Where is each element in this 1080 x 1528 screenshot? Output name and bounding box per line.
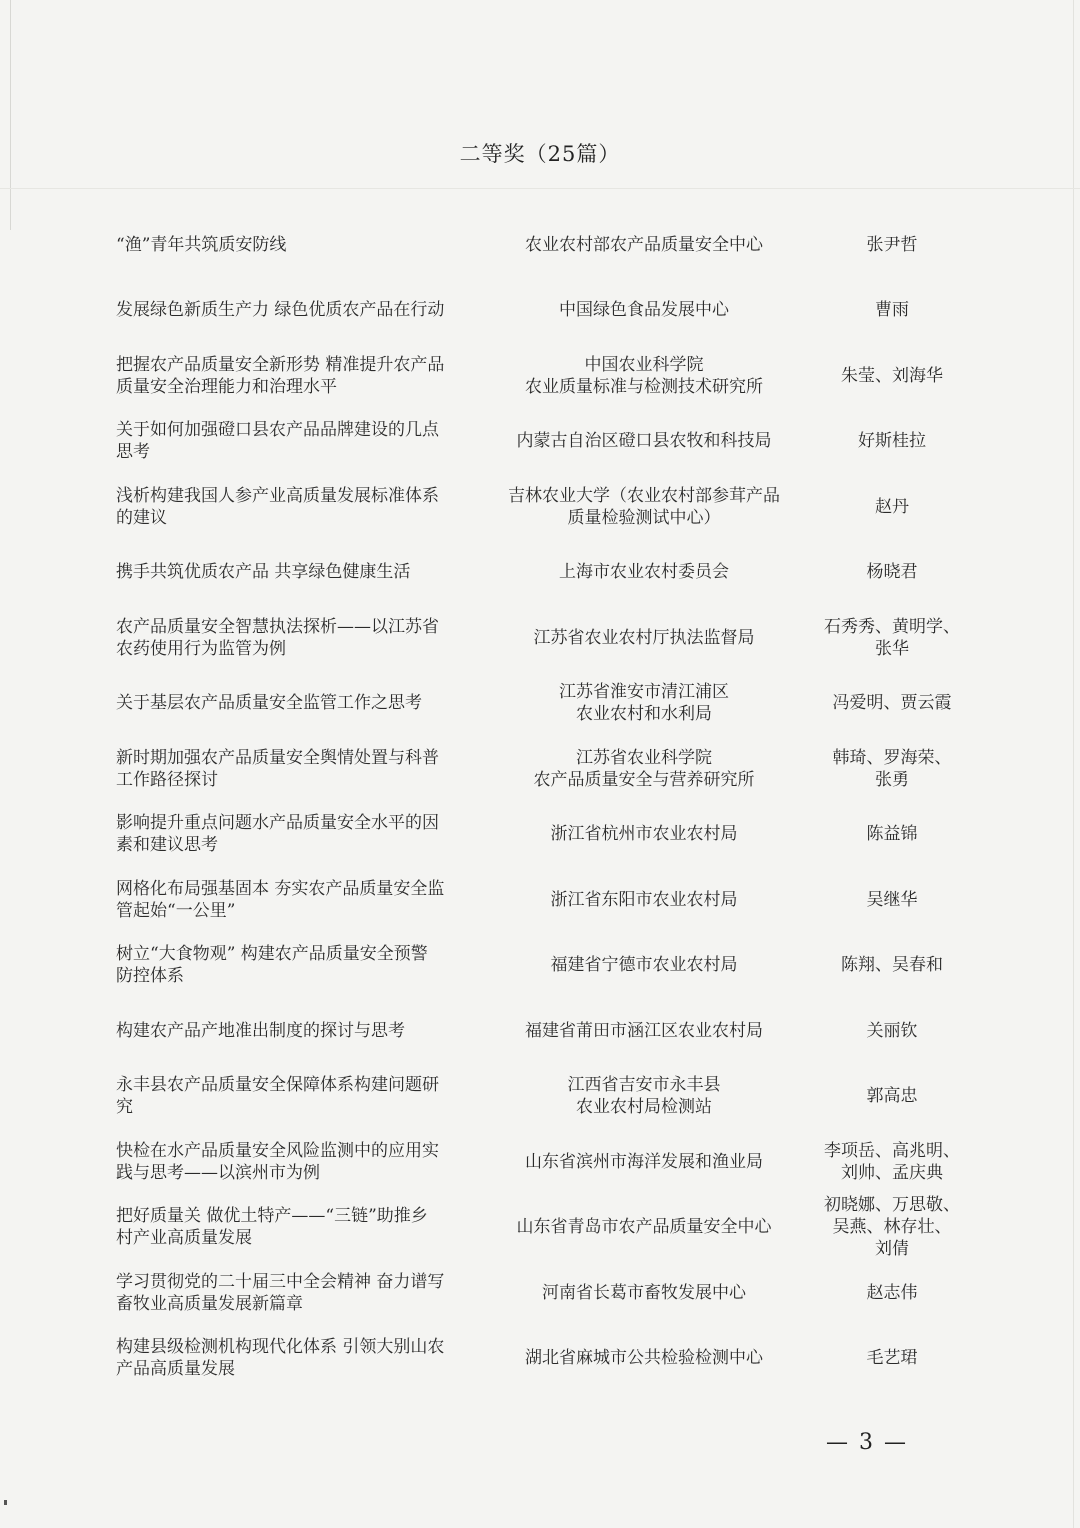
- table-row: [0, 671, 1080, 737]
- paper-title-cell: [116, 1064, 488, 1130]
- paper-title-cell: [116, 212, 488, 278]
- table-row: [0, 998, 1080, 1064]
- organization: 浙江省东阳市农业农村局: [550, 889, 738, 910]
- table-row: [0, 343, 1080, 409]
- author-names: 李项岳、高兆明、 刘帅、孟庆典: [824, 1140, 960, 1183]
- table-row: [0, 409, 1080, 475]
- paper-title: 把好质量关 做优土特产——“三链”助推乡 村产业高质量发展: [116, 1206, 428, 1249]
- organization: 浙江省杭州市农业农村局: [550, 824, 738, 845]
- author-names: 张尹哲: [866, 234, 918, 255]
- table-row: [0, 474, 1080, 540]
- author-names: 朱莹、刘海华: [841, 365, 943, 386]
- author-names: 赵志伟: [866, 1282, 918, 1303]
- paper-title-cell: [116, 1326, 488, 1392]
- author-names-cell: [808, 1326, 976, 1392]
- paper-title-cell: [116, 998, 488, 1064]
- organization: 山东省滨州市海洋发展和渔业局: [525, 1151, 763, 1172]
- paper-title-cell: [116, 736, 488, 802]
- paper-title-cell: [116, 671, 488, 737]
- organization: 江西省吉安市永丰县 农业农村局检测站: [567, 1075, 721, 1118]
- organization: 中国绿色食品发展中心: [559, 300, 729, 321]
- author-names: 关丽钦: [866, 1020, 918, 1041]
- organization: 湖北省麻城市公共检验检测中心: [525, 1348, 763, 1369]
- table-row: [0, 802, 1080, 868]
- author-names-cell: [808, 343, 976, 409]
- author-names: 韩琦、罗海荣、 张勇: [832, 747, 952, 790]
- organization: 中国农业科学院 农业质量标准与检测技术研究所: [525, 354, 763, 397]
- table-row: [0, 540, 1080, 606]
- organization-cell: [494, 605, 794, 671]
- organization-cell: [494, 671, 794, 737]
- table-row: [0, 1064, 1080, 1130]
- paper-title: 学习贯彻党的二十届三中全会精神 奋力谱写 畜牧业高质量发展新篇章: [116, 1271, 445, 1314]
- paper-title: 农产品质量安全智慧执法探析——以江苏省 农药使用行为监管为例: [116, 616, 439, 659]
- organization-cell: [494, 212, 794, 278]
- paper-title: 网格化布局强基固本 夯实农产品质量安全监 管起始“一公里”: [116, 878, 445, 921]
- author-names-cell: [808, 1064, 976, 1130]
- author-names-cell: [808, 1195, 976, 1261]
- paper-title: 发展绿色新质生产力 绿色优质农产品在行动: [116, 300, 445, 321]
- organization-cell: [494, 1129, 794, 1195]
- author-names: 冯爱明、贾云霞: [832, 693, 952, 714]
- author-names-cell: [808, 474, 976, 540]
- author-names-cell: [808, 933, 976, 999]
- table-row: [0, 736, 1080, 802]
- organization-cell: [494, 474, 794, 540]
- author-names-cell: [808, 867, 976, 933]
- organization-cell: [494, 1064, 794, 1130]
- author-names-cell: [808, 671, 976, 737]
- paper-title-cell: [116, 867, 488, 933]
- organization-cell: [494, 802, 794, 868]
- paper-title: 影响提升重点问题水产品质量安全水平的因 素和建议思考: [116, 813, 439, 856]
- organization-cell: [494, 1195, 794, 1261]
- paper-title: 把握农产品质量安全新形势 精准提升农产品 质量安全治理能力和治理水平: [116, 354, 445, 397]
- author-names-cell: [808, 736, 976, 802]
- organization: 江苏省农业科学院 农产品质量安全与营养研究所: [533, 747, 755, 790]
- paper-title: 关于如何加强磴口县农产品品牌建设的几点 思考: [116, 420, 439, 463]
- organization: 山东省青岛市农产品质量安全中心: [516, 1217, 772, 1238]
- organization-cell: [494, 540, 794, 606]
- author-names-cell: [808, 278, 976, 344]
- paper-title-cell: [116, 1195, 488, 1261]
- author-names-cell: [808, 605, 976, 671]
- organization: 农业农村部农产品质量安全中心: [525, 234, 763, 255]
- author-names-cell: [808, 1129, 976, 1195]
- table-row: [0, 867, 1080, 933]
- author-names: 曹雨: [875, 300, 909, 321]
- author-names: 初晓娜、万思敬、 吴燕、林存壮、 刘倩: [824, 1195, 960, 1260]
- organization-cell: [494, 736, 794, 802]
- award-table: [0, 212, 1080, 1391]
- paper-title: 携手共筑优质农产品 共享绿色健康生活: [116, 562, 411, 583]
- organization: 内蒙古自治区磴口县农牧和科技局: [516, 431, 772, 452]
- author-names: 陈翔、吴春和: [841, 955, 943, 976]
- table-row: [0, 1326, 1080, 1392]
- author-names: 好斯桂拉: [858, 431, 926, 452]
- author-names-cell: [808, 212, 976, 278]
- table-row: [0, 1129, 1080, 1195]
- author-names-cell: [808, 1260, 976, 1326]
- organization-cell: [494, 409, 794, 475]
- organization-cell: [494, 998, 794, 1064]
- table-row: [0, 278, 1080, 344]
- author-names: 吴继华: [866, 889, 918, 910]
- author-names: 毛艺珺: [866, 1348, 918, 1369]
- author-names-cell: [808, 802, 976, 868]
- organization-cell: [494, 933, 794, 999]
- paper-title: 浅析构建我国人参产业高质量发展标准体系 的建议: [116, 485, 439, 528]
- organization-cell: [494, 343, 794, 409]
- page-number: — 3 —: [826, 1430, 908, 1455]
- author-names-cell: [808, 998, 976, 1064]
- paper-title-cell: [116, 1129, 488, 1195]
- table-row: [0, 605, 1080, 671]
- table-row: [0, 933, 1080, 999]
- paper-title: 新时期加强农产品质量安全舆情处置与科普 工作路径探讨: [116, 747, 439, 790]
- table-row: [0, 1195, 1080, 1261]
- paper-title: “渔”青年共筑质安防线: [116, 234, 287, 255]
- organization: 上海市农业农村委员会: [559, 562, 729, 583]
- organization: 江苏省农业农村厅执法监督局: [533, 627, 755, 648]
- author-names: 陈益锦: [866, 824, 918, 845]
- paper-title: 树立“大食物观” 构建农产品质量安全预警 防控体系: [116, 944, 428, 987]
- author-names: 郭高忠: [866, 1086, 918, 1107]
- organization: 河南省长葛市畜牧发展中心: [542, 1282, 746, 1303]
- organization-cell: [494, 278, 794, 344]
- scan-mark: [4, 1500, 7, 1505]
- paper-title-cell: [116, 802, 488, 868]
- organization: 吉林农业大学（农业农村部参茸产品 质量检验测试中心）: [508, 485, 780, 528]
- paper-title: 永丰县农产品质量安全保障体系构建问题研 究: [116, 1075, 439, 1118]
- table-row: [0, 1260, 1080, 1326]
- paper-title-cell: [116, 278, 488, 344]
- organization: 江苏省淮安市清江浦区 农业农村和水利局: [559, 682, 729, 725]
- paper-title: 构建农产品产地准出制度的探讨与思考: [116, 1020, 405, 1041]
- organization-cell: [494, 1260, 794, 1326]
- author-names: 赵丹: [875, 496, 909, 517]
- paper-title-cell: [116, 343, 488, 409]
- paper-title-cell: [116, 605, 488, 671]
- scan-fold-line: [0, 188, 1080, 189]
- paper-title: 构建县级检测机构现代化体系 引领大别山农 产品高质量发展: [116, 1337, 445, 1380]
- paper-title-cell: [116, 933, 488, 999]
- page-title: 二等奖（25篇）: [459, 142, 621, 166]
- table-row: [0, 212, 1080, 278]
- author-names: 石秀秀、黄明学、 张华: [824, 616, 960, 659]
- paper-title-cell: [116, 1260, 488, 1326]
- author-names-cell: [808, 409, 976, 475]
- paper-title-cell: [116, 474, 488, 540]
- paper-title-cell: [116, 540, 488, 606]
- paper-title: 关于基层农产品质量安全监管工作之思考: [116, 693, 422, 714]
- paper-title-cell: [116, 409, 488, 475]
- author-names: 杨晓君: [866, 562, 918, 583]
- scan-edge-left: [10, 0, 11, 230]
- paper-title: 快检在水产品质量安全风险监测中的应用实 践与思考——以滨州市为例: [116, 1140, 439, 1183]
- organization: 福建省莆田市涵江区农业农村局: [525, 1020, 763, 1041]
- organization: 福建省宁德市农业农村局: [550, 955, 738, 976]
- organization-cell: [494, 867, 794, 933]
- author-names-cell: [808, 540, 976, 606]
- organization-cell: [494, 1326, 794, 1392]
